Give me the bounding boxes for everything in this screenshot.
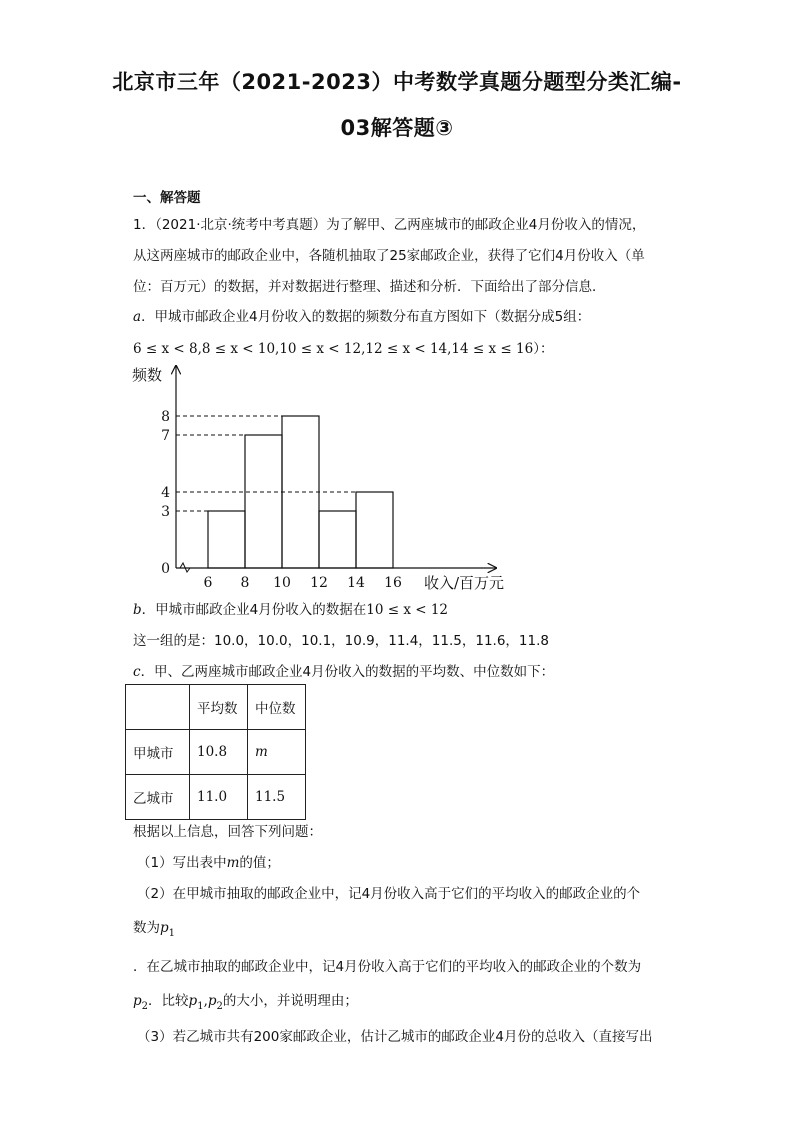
p1-subscript: 1: [168, 928, 176, 939]
section-heading: 一、解答题: [133, 190, 201, 206]
y-tick-label: 8: [161, 409, 170, 425]
x-tick-label: 6: [203, 575, 213, 591]
table-header-row: [126, 685, 306, 730]
item-c-text: ．甲、乙两座城市邮政企业4月份收入的数据的平均数、中位数如下：: [140, 664, 555, 680]
q2-text: 数为: [133, 920, 160, 936]
groups-formula: 6 ≤ x < 8,8 ≤ x < 10,10 ≤ x < 12,12 ≤ x < 14,14 ≤ x ≤ 16: [133, 341, 534, 357]
table-cell-city: 甲城市: [126, 730, 190, 775]
item-c: [133, 660, 554, 680]
q2-compare-text: ．比较: [148, 993, 189, 1009]
histogram-chart: [128, 360, 518, 592]
q2-end-text: 的大小，并说明理由；: [222, 993, 358, 1009]
comma: ,: [203, 993, 208, 1009]
p2-var: p: [133, 993, 142, 1009]
subquestion-1: [137, 851, 280, 871]
subquestion-2-line4: [133, 989, 358, 1012]
histogram-bar: [319, 511, 356, 568]
p2-var-compare: p: [207, 993, 217, 1009]
item-a-groups: [133, 337, 553, 357]
table-row: [126, 775, 306, 820]
table-header-cell: 中位数: [248, 685, 306, 730]
y-tick-label: 3: [161, 504, 170, 520]
subquestion-2-line3: ．在乙城市抽取的邮政企业中，记4月份收入高于它们的平均收入的邮政企业的个数为: [133, 959, 642, 975]
y-tick-label: 7: [161, 428, 170, 444]
item-b: [133, 598, 448, 618]
p1-var: p: [160, 920, 169, 936]
table-cell-median: 11.5: [248, 775, 306, 820]
x-axis-label: 收入/百万元: [424, 574, 505, 592]
question-source: （2021·北京·统考中考真题）: [155, 217, 327, 233]
x-tick-label: 10: [273, 575, 291, 591]
q1-post: 的值；: [239, 855, 280, 871]
groups-end: ）：: [533, 341, 554, 357]
question-intro-line3: 位：百万元）的数据，并对数据进行整理、描述和分析．下面给出了部分信息．: [133, 279, 606, 295]
table-header-cell: [126, 685, 190, 730]
q1-var: m: [226, 855, 240, 871]
histogram-bar: [208, 511, 245, 568]
question-intro-line2: 从这两座城市的邮政企业中，各随机抽取了25家邮政企业，获得了它们4月份收入（单: [133, 248, 645, 264]
item-a-text: ．甲城市邮政企业4月份收入的数据的频数分布直方图如下（数据分成5组：: [141, 309, 591, 325]
item-a-label: a: [133, 309, 142, 325]
subquestion-2-line1: （2）在甲城市抽取的邮政企业中，记4月份收入高于它们的平均收入的邮政企业的个: [137, 886, 641, 902]
x-tick-label: 16: [384, 575, 402, 591]
item-b-values: 这一组的是：10.0，10.0，10.1，10.9，11.4，11.5，11.6，11.8: [133, 633, 549, 649]
x-tick-label: 12: [310, 575, 328, 591]
item-c-label: c: [133, 664, 141, 680]
p2-subscript-compare: 2: [216, 1001, 223, 1012]
table-cell-city: 乙城市: [126, 775, 190, 820]
page-title-line2: 03解答题③: [340, 116, 454, 140]
question-intro-line1: [133, 213, 645, 233]
item-b-range: 10 ≤ x < 12: [366, 602, 449, 618]
y-tick-label: 4: [161, 485, 170, 501]
stats-table: [125, 684, 306, 820]
histogram-bar: [356, 492, 393, 568]
question-intro-text: 为了解甲、乙两座城市的邮政企业4月份收入的情况，: [326, 217, 646, 233]
table-cell-mean: 10.8: [190, 730, 248, 775]
table-cell-median: m: [248, 730, 306, 775]
subquestion-3-line1: （3）若乙城市共有200家邮政企业，估计乙城市的邮政企业4月份的总收入（直接写出: [137, 1029, 653, 1045]
question-number: 1．: [133, 217, 156, 233]
page-title-line1: 北京市三年（2021-2023）中考数学真题分题型分类汇编-: [112, 70, 682, 94]
p1-var-compare: p: [188, 993, 198, 1009]
table-header-cell: 平均数: [190, 685, 248, 730]
subquestion-2-line2: [133, 916, 176, 939]
table-row: [126, 730, 306, 775]
table-cell-mean: 11.0: [190, 775, 248, 820]
q1-pre: （1）写出表中: [137, 855, 227, 871]
x-tick-label: 8: [240, 575, 250, 591]
prompt: 根据以上信息，回答下列问题：: [133, 824, 322, 840]
x-tick-label: 14: [347, 575, 365, 591]
item-b-text: ．甲城市邮政企业4月份收入的数据在: [141, 602, 367, 618]
item-b-label: b: [133, 602, 142, 618]
histogram-bar: [282, 416, 319, 568]
y-axis-label: 频数: [132, 366, 163, 384]
histogram-bar: [245, 435, 282, 568]
y-tick-label: 0: [161, 561, 170, 577]
p1-subscript-compare: 1: [197, 1001, 204, 1012]
p2-subscript: 2: [141, 1001, 149, 1012]
item-a: [133, 305, 590, 325]
